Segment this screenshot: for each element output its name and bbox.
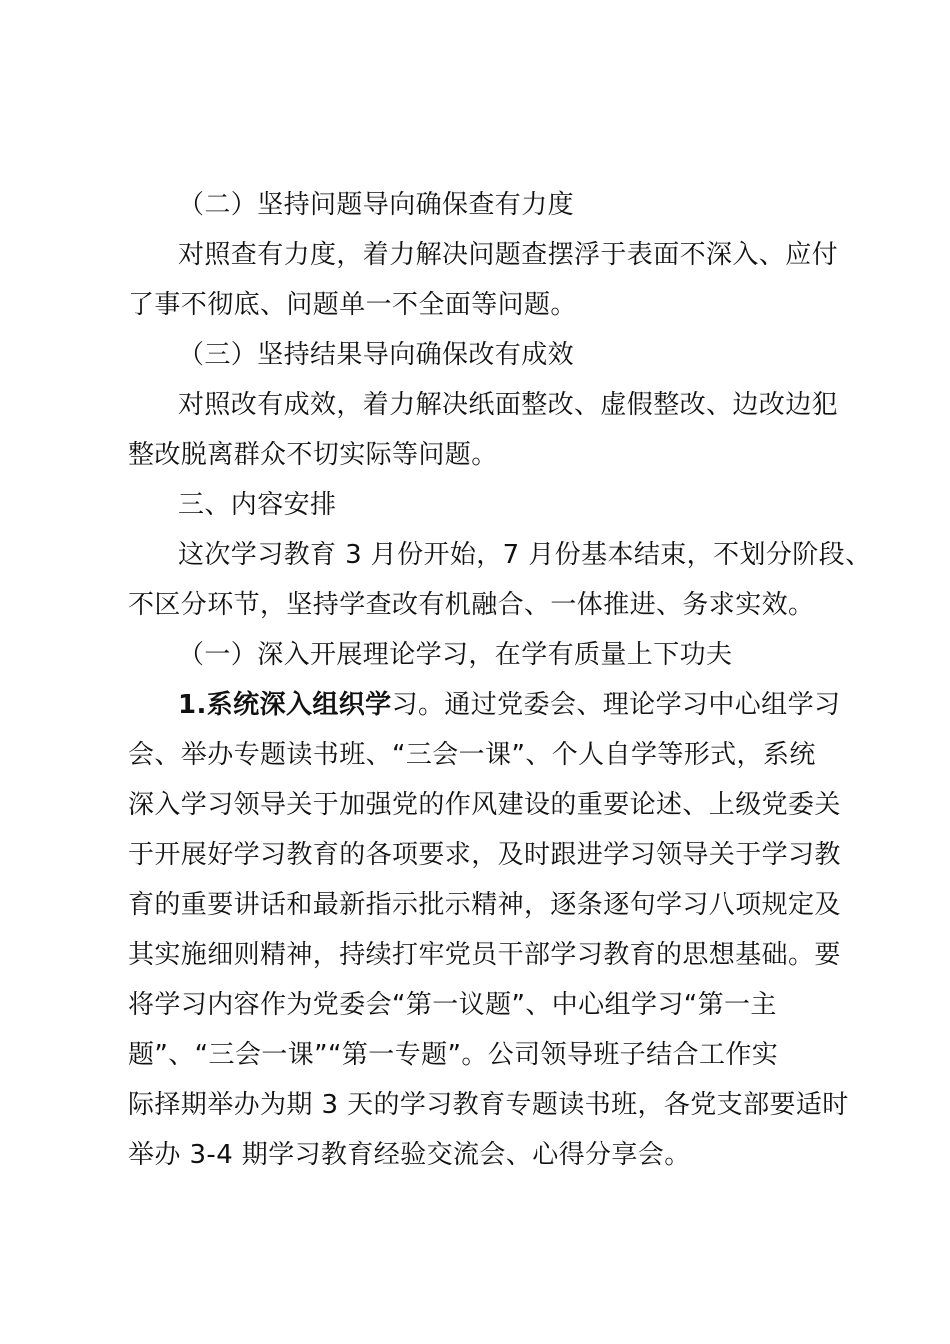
heading-section-3: （三）坚持结果导向确保改有成效 [178, 340, 575, 370]
paragraph-line: 对照改有成效，着力解决纸面整改、虚假整改、边改边犯 [178, 390, 839, 420]
heading-subsection-1: （一）深入开展理论学习，在学有质量上下功夫 [178, 640, 733, 670]
paragraph-line: 于开展好学习教育的各项要求，及时跟进学习领导关于学习教 [128, 840, 841, 870]
paragraph-line: 题”、“三会一课”“第一专题”。公司领导班子结合工作实 [128, 1040, 779, 1070]
paragraph-line: 际择期举办为期 3 天的学习教育专题读书班，各党支部要适时 [128, 1090, 849, 1120]
paragraph-line: 深入学习领导关于加强党的作风建设的重要论述、上级党委关 [128, 790, 841, 820]
paragraph-line: 会、举办专题读书班、“三会一课”、个人自学等形式，系统 [128, 740, 816, 770]
heading-content-arrangement: 三、内容安排 [178, 490, 337, 520]
paragraph-line: 育的重要讲话和最新指示批示精神，逐条逐句学习八项规定及 [128, 890, 841, 920]
paragraph-line: 对照查有力度，着力解决问题查摆浮于表面不深入、应付 [178, 240, 839, 270]
heading-section-2: （二）坚持问题导向确保查有力度 [178, 190, 575, 220]
paragraph-line: 举办 3-4 期学习教育经验交流会、心得分享会。 [128, 1140, 691, 1170]
paragraph-line: 这次学习教育 3 月份开始，7 月份基本结束，不划分阶段、 [178, 540, 872, 570]
paragraph-line: 不区分环节，坚持学查改有机融合、一体推进、务求实效。 [128, 590, 815, 620]
paragraph-line [178, 688, 840, 722]
paragraph-line: 将学习内容作为党委会“第一议题”、中心组学习“第一主 [128, 990, 777, 1020]
item-1-title: 1.系统深入组织学 [178, 690, 392, 720]
paragraph-line: 整改脱离群众不切实际等问题。 [128, 440, 498, 470]
paragraph-line: 其实施细则精神，持续打牢党员干部学习教育的思想基础。要 [128, 940, 841, 970]
paragraph-line: 了事不彻底、问题单一不全面等问题。 [128, 290, 577, 320]
item-1-text: 习。通过党委会、理论学习中心组学习 [391, 690, 841, 720]
